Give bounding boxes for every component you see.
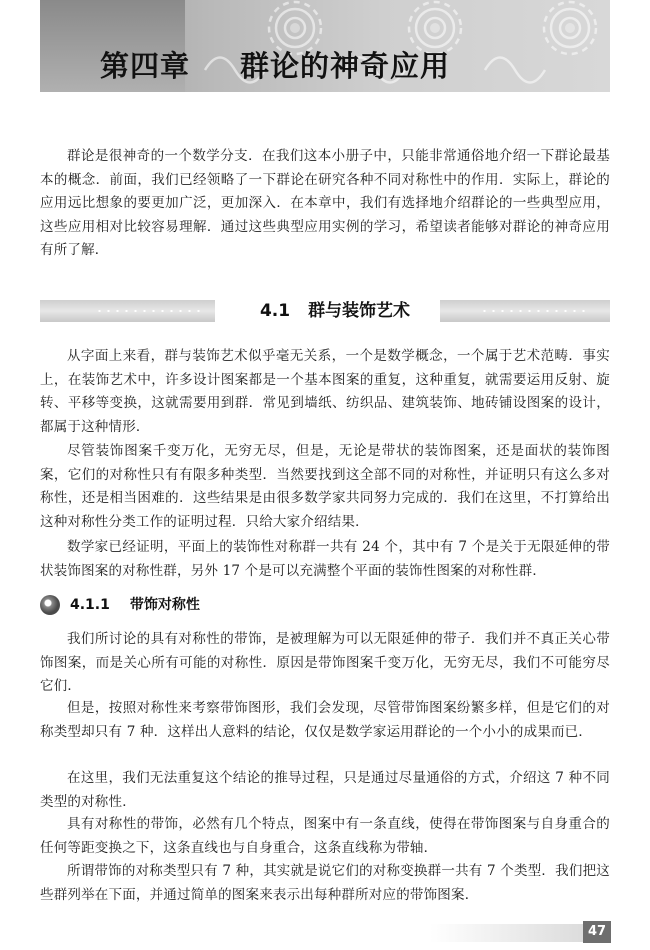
subsection-heading (40, 593, 200, 617)
section-bar-dots-right (480, 310, 590, 312)
section-bar-dots-left (95, 310, 205, 312)
section-title: 群与装饰艺术 (308, 301, 411, 321)
disc-bullet-icon (40, 595, 60, 615)
subsection-paragraph-1: 我们所讨论的具有对称性的带饰，是被理解为可以无限延伸的带子．我们并不真正关心带饰图案，而是关心所有可能的对称性．原因是带饰图案千变万化，无穷无尽，我们不可能穷尽它们． (40, 631, 610, 694)
subsection-number: 4.1.1 (70, 597, 110, 613)
page-number: 47 (583, 921, 611, 943)
subsection-paragraph-2: 但是，按照对称性来考察带饰图形，我们会发现，尽管带饰图案纷繁多样，但是它们的对称类型却只有 7 种．这样出人意料的结论，仅仅是数学家运用群论的一个小小的成果而已． (40, 700, 610, 740)
section-header-bar (40, 296, 610, 326)
intro-paragraph: 群论是很神奇的一个数学分支．在我们这本小册子中，只能非常通俗地介绍一下群论最基本的概念．前面，我们已经领略了一下群论在研究各种不同对称性中的作用．实际上，群论的应用远比想象的要更加广泛，更加深入．在本章中，我们有选择地介绍群论的一些典型应用，这些应用相对比较容易理解．通过这些典型应用实例的学习，希望读者能够对群论的神奇应用有所了解． (40, 148, 610, 258)
section-heading (230, 296, 440, 326)
subsection-paragraph-3: 在这里，我们无法重复这个结论的推导过程，只是通过尽量通俗的方式，介绍这 7 种不同类型的对称性． (40, 770, 610, 810)
section-paragraph-3: 数学家已经证明，平面上的装饰性对称群一共有 24 个，其中有 7 个是关于无限延伸的带状装饰图案的对称性群，另外 17 个是可以充满整个平面的装饰性图案的对称性群． (40, 539, 610, 579)
subsection-title: 带饰对称性 (129, 597, 200, 613)
section-paragraph-2: 尽管装饰图案千变万化，无穷无尽，但是，无论是带状的装饰图案，还是面状的装饰图案，它们的对称性只有有限多种类型．当然要找到这全部不同的对称性，并证明只有这么多对称性，还是相当困难的．这些结果是由很多数学家共同努力完成的．我们在这里，不打算给出这种对称性分类工作的证明过程．只给大家介绍结果． (40, 443, 610, 530)
subsection-paragraph-5: 所谓带饰的对称类型只有 7 种，其实就是说它们的对称变换群一共有 7 个类型．我们把这些群列举在下面，并通过简单的图案来表示出每种群所对应的带饰图案． (40, 863, 610, 903)
chapter-banner (40, 0, 610, 92)
subsection-paragraph-4: 具有对称性的带饰，必然有几个特点，图案中有一条直线，使得在带饰图案与自身重合的任何等距变换之下，这条直线也与自身重合，这条直线称为带轴． (40, 816, 610, 856)
chapter-title: 群论的神奇应用 (240, 49, 451, 83)
section-number: 4.1 (259, 301, 291, 321)
chapter-heading (80, 44, 450, 85)
section-paragraph-1: 从字面上来看，群与装饰艺术似乎毫无关系，一个是数学概念，一个属于艺术范畴．事实上，在装饰艺术中，许多设计图案都是一个基本图案的重复，这种重复，就需要运用反射、旋转、平移等变换，这就需要用到群．常见到墙纸、纺织品、建筑装饰、地砖铺设图案的设计，都属于这种情形． (40, 348, 610, 435)
chapter-number: 第四章 (99, 49, 190, 83)
